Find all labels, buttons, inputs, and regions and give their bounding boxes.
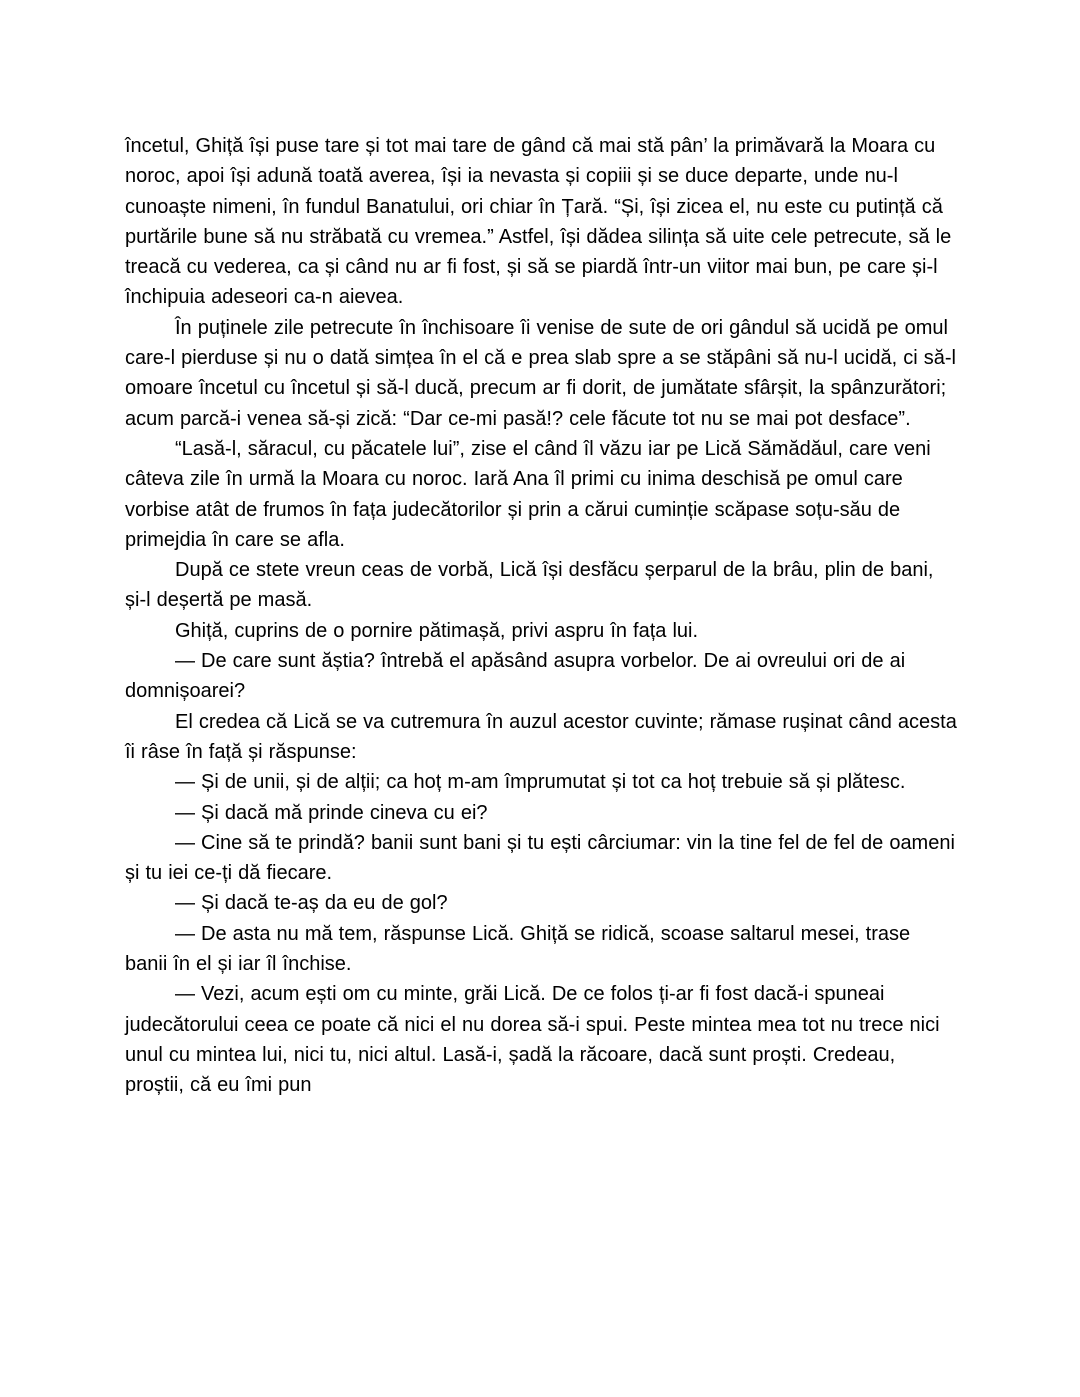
paragraph: — Și de unii, și de alții; ca hoț m-am împrumutat și tot ca hoț trebuie să și plătesc. xyxy=(175,771,906,794)
paragraph: După ce stete vreun ceas de vorbă, Lică își desfăcu șerparul de la brâu, plin de bani, și-l deșertă pe masă. xyxy=(125,559,934,612)
paragraph: — Vezi, acum ești om cu minte, grăi Lică. De ce folos ți-ar fi fost dacă-i spuneai judecătorului ceea ce poate că nici el nu dorea să-i spui. Peste mintea mea tot nu trece nici unul cu mintea lui, nici tu, nici altul. Lasă-i, șadă la răcoare, dacă sunt proști. Credeau, proștii, că eu îmi pun xyxy=(125,983,940,1097)
paragraph: Ghiță, cuprins de o pornire pătimașă, privi aspru în fața lui. xyxy=(175,619,699,642)
paragraph: El credea că Lică se va cutremura în auzul acestor cuvinte; rămase rușinat când acesta îi râse în față și răspunse: xyxy=(125,710,957,763)
paragraph: — De care sunt ăștia? întrebă el apăsând asupra vorbelor. De ai ovreului ori de ai domnișoarei? xyxy=(125,650,906,703)
paragraph: încetul, Ghiță își puse tare și tot mai tare de gând că mai stă pân’ la primăvară la Moara cu noroc, apoi își adună toată averea, își ia nevasta și copiii și se duce departe, unde nu-l cunoaște nimeni, în fundul Banatului, ori chiar în Țară. “Și, își zicea el, nu este cu putință că purtările bune să nu străbată cu vremea.” Astfel, își dădea silința să uite cele petrecute, să le treacă cu vederea, ca și când nu ar fi fost, și să se piardă într-un viitor mai bun, pe care și-l închipuia adeseori ca-n aievea. xyxy=(125,135,952,309)
text-body xyxy=(125,131,957,1101)
paragraph: — Și dacă mă prinde cineva cu ei? xyxy=(175,801,488,824)
paragraph: În puținele zile petrecute în închisoare îi venise de sute de ori gândul să ucidă pe omul care-l pierduse și nu o dată simțea în el că e prea slab spre a se stăpâni să nu-l ucidă, ci să-l omoare încetul cu încetul și să-l ducă, precum ar fi dorit, de jumătate sfârșit, la spânzurători; acum parcă-i venea să-și zică: “Dar ce-mi pasă!? cele făcute tot nu se mai pot desface”. xyxy=(125,316,956,430)
paragraph: — Și dacă te-aș da eu de gol? xyxy=(175,892,448,915)
paragraph: — Cine să te prindă? banii sunt bani și tu ești cârciumar: vin la tine fel de fel de oameni și tu iei ce-ți dă fiecare. xyxy=(125,831,955,885)
paragraph: “Lasă-l, săracul, cu păcatele lui”, zise el când îl văzu iar pe Lică Sămădăul, care veni câteva zile în urmă la Moara cu noroc. Iară Ana îl primi cu inima deschisă pe omul care vorbise atât de frumos în fața judecătorilor și prin a cărui cuminție scăpase soțu-său de primejdia în care se afla. xyxy=(125,437,931,551)
paragraph: — De asta nu mă tem, răspunse Lică. Ghiță se ridică, scoase saltarul mesei, trase banii în el și iar îl închise. xyxy=(125,922,911,976)
